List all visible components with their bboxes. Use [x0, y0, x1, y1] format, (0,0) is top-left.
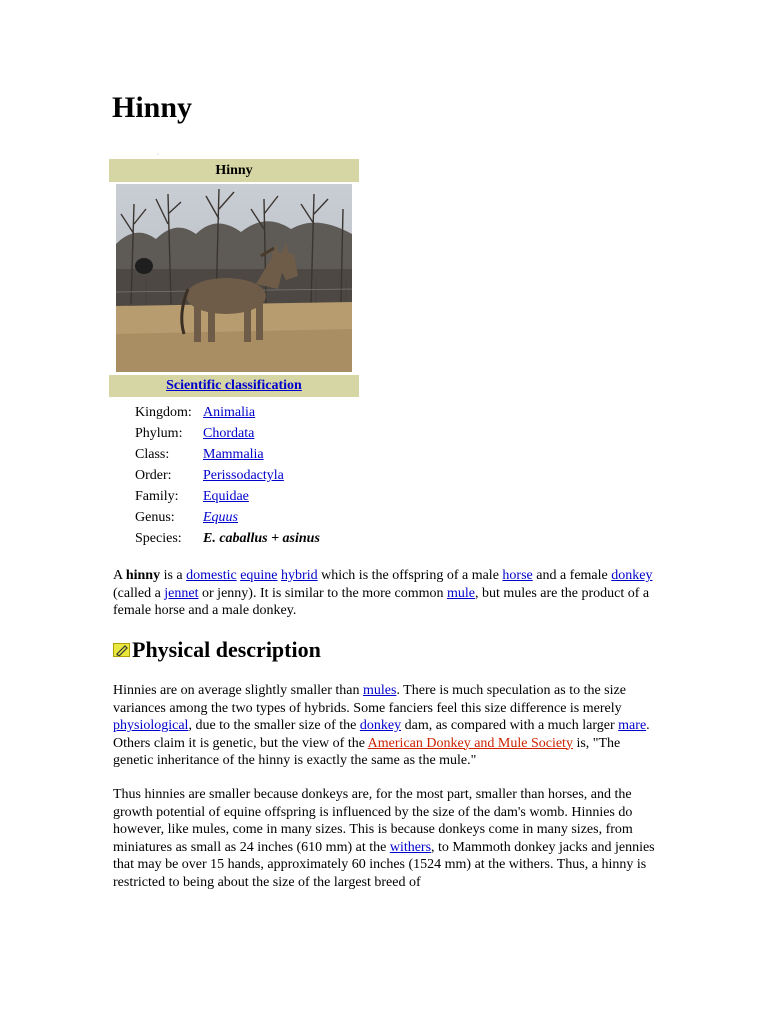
taxonomy-table: [135, 402, 320, 549]
rank-label: Order:: [135, 468, 172, 483]
donkey-link[interactable]: donkey: [611, 568, 653, 583]
taxonomy-row-genus: [135, 507, 320, 528]
taxonomy-row-class: [135, 444, 320, 465]
rank-label: Genus:: [135, 510, 175, 525]
taxonomy-row-phylum: [135, 423, 320, 444]
taxonomy-row-order: [135, 465, 320, 486]
withers-link[interactable]: withers: [389, 839, 432, 855]
text: A: [113, 568, 126, 583]
infobox-header: Hinny: [109, 159, 359, 182]
text: , to Mammoth donkey jacks and jennies that may be over 15 hands, approximately 60 inches (1524 mm) at the withers. Thus, a hinny is restricted to being about the size of the largest breed of: [113, 839, 655, 890]
jennet-link[interactable]: jennet: [164, 585, 199, 601]
mare-link[interactable]: mare: [618, 718, 647, 733]
text: or jenny). It is similar to the more common: [198, 585, 447, 601]
rank-label: Species:: [135, 531, 182, 546]
genus-link[interactable]: Equus: [203, 510, 238, 525]
page-title: Hinny: [112, 91, 193, 124]
mules-link[interactable]: mules: [362, 683, 397, 698]
domestic-link[interactable]: domestic: [186, 568, 237, 583]
text: . Others claim it is genetic, but the view of the: [113, 718, 650, 751]
text: is, "The genetic inheritance of the hinny is exactly the same as the mule.": [113, 735, 621, 768]
rank-label: Family:: [135, 489, 179, 504]
paragraph-size: [113, 682, 658, 770]
intro-paragraph: [113, 567, 658, 620]
text: , due to the smaller size of the: [188, 718, 360, 733]
hinny-photo: [116, 184, 352, 372]
infobox: [109, 159, 359, 549]
horse-link[interactable]: horse: [502, 568, 533, 583]
text: . There is much speculation as to the size variances among the two types of hybrids. Some fanciers feel this size difference is merely: [113, 683, 626, 716]
order-link[interactable]: Perissodactyla: [203, 468, 284, 483]
title-dot: ·: [157, 152, 159, 158]
edit-icon[interactable]: [113, 643, 130, 657]
text: (called a: [113, 585, 165, 601]
scientific-classification-link[interactable]: Scientific classification: [166, 378, 302, 393]
section-heading-text: Physical description: [132, 637, 321, 662]
species-value: E. caballus + asinus: [203, 531, 320, 546]
text: dam, as compared with a much larger: [401, 718, 619, 733]
american-donkey-and-mule-society-link[interactable]: American Donkey and Mule Society: [367, 735, 573, 751]
text: which is the offspring of a male: [317, 568, 503, 583]
text: and a female: [532, 568, 612, 583]
rank-label: Class:: [135, 447, 170, 462]
kingdom-link[interactable]: Animalia: [203, 405, 256, 420]
family-link[interactable]: Equidae: [203, 489, 249, 504]
mule-link[interactable]: mule: [446, 585, 475, 601]
rank-label: Phylum:: [135, 426, 183, 441]
class-link[interactable]: Mammalia: [203, 447, 264, 462]
text: is a: [160, 568, 187, 583]
scientific-classification-header: [109, 375, 359, 397]
text: Thus hinnies are smaller because donkeys are, for the most part, smaller than horses, and the growth potential of equine offspring is influenced by the size of the dam's womb. Hinnies do however, like mules, come in many sizes. This is because donkeys come in many sizes, from miniatures as small as 24 inches (610 mm) at the: [113, 787, 633, 855]
phylum-link[interactable]: Chordata: [203, 426, 255, 441]
section-heading-physical-description: [113, 636, 321, 664]
taxonomy-row-kingdom: [135, 402, 320, 423]
text: , but mules are the product of a female horse and a male donkey.: [113, 585, 650, 618]
physiological-link[interactable]: physiological: [113, 718, 189, 733]
hybrid-link[interactable]: hybrid: [281, 568, 318, 583]
taxonomy-row-species: [135, 528, 320, 549]
equine-link[interactable]: equine: [240, 568, 278, 583]
donkey-link[interactable]: donkey: [359, 718, 402, 733]
rank-label: Kingdom:: [135, 405, 192, 420]
text: Hinnies are on average slightly smaller than: [113, 683, 363, 698]
paragraph-womb: [113, 786, 658, 891]
bold-term: hinny: [125, 568, 161, 583]
taxonomy-row-family: [135, 486, 320, 507]
